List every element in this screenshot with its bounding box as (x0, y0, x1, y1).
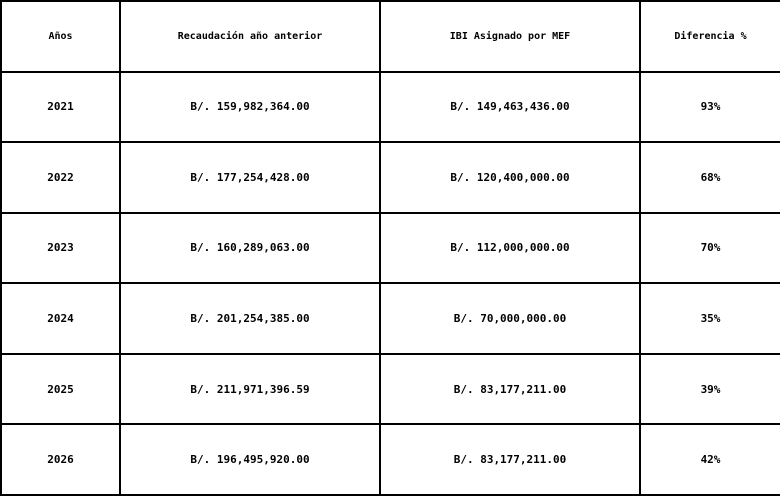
header-diferencia: Diferencia % (641, 2, 780, 73)
cell-ibi: B/. 83,177,211.00 (381, 425, 641, 496)
cell-recaudacion: B/. 201,254,385.00 (121, 284, 381, 355)
header-ibi: IBI Asignado por MEF (381, 2, 641, 73)
cell-ibi: B/. 83,177,211.00 (381, 355, 641, 426)
cell-year: 2026 (2, 425, 121, 496)
cell-ibi: B/. 149,463,436.00 (381, 73, 641, 144)
cell-diferencia: 68% (641, 143, 780, 214)
cell-year: 2022 (2, 143, 121, 214)
cell-recaudacion: B/. 196,495,920.00 (121, 425, 381, 496)
cell-diferencia: 70% (641, 214, 780, 285)
cell-diferencia: 93% (641, 73, 780, 144)
cell-year: 2021 (2, 73, 121, 144)
cell-year: 2023 (2, 214, 121, 285)
cell-ibi: B/. 70,000,000.00 (381, 284, 641, 355)
cell-recaudacion: B/. 159,982,364.00 (121, 73, 381, 144)
cell-recaudacion: B/. 211,971,396.59 (121, 355, 381, 426)
cell-year: 2025 (2, 355, 121, 426)
cell-ibi: B/. 112,000,000.00 (381, 214, 641, 285)
cell-diferencia: 42% (641, 425, 780, 496)
cell-year: 2024 (2, 284, 121, 355)
cell-ibi: B/. 120,400,000.00 (381, 143, 641, 214)
cell-diferencia: 35% (641, 284, 780, 355)
cell-recaudacion: B/. 177,254,428.00 (121, 143, 381, 214)
header-recaudacion: Recaudación año anterior (121, 2, 381, 73)
header-years: Años (2, 2, 121, 73)
cell-recaudacion: B/. 160,289,063.00 (121, 214, 381, 285)
cell-diferencia: 39% (641, 355, 780, 426)
